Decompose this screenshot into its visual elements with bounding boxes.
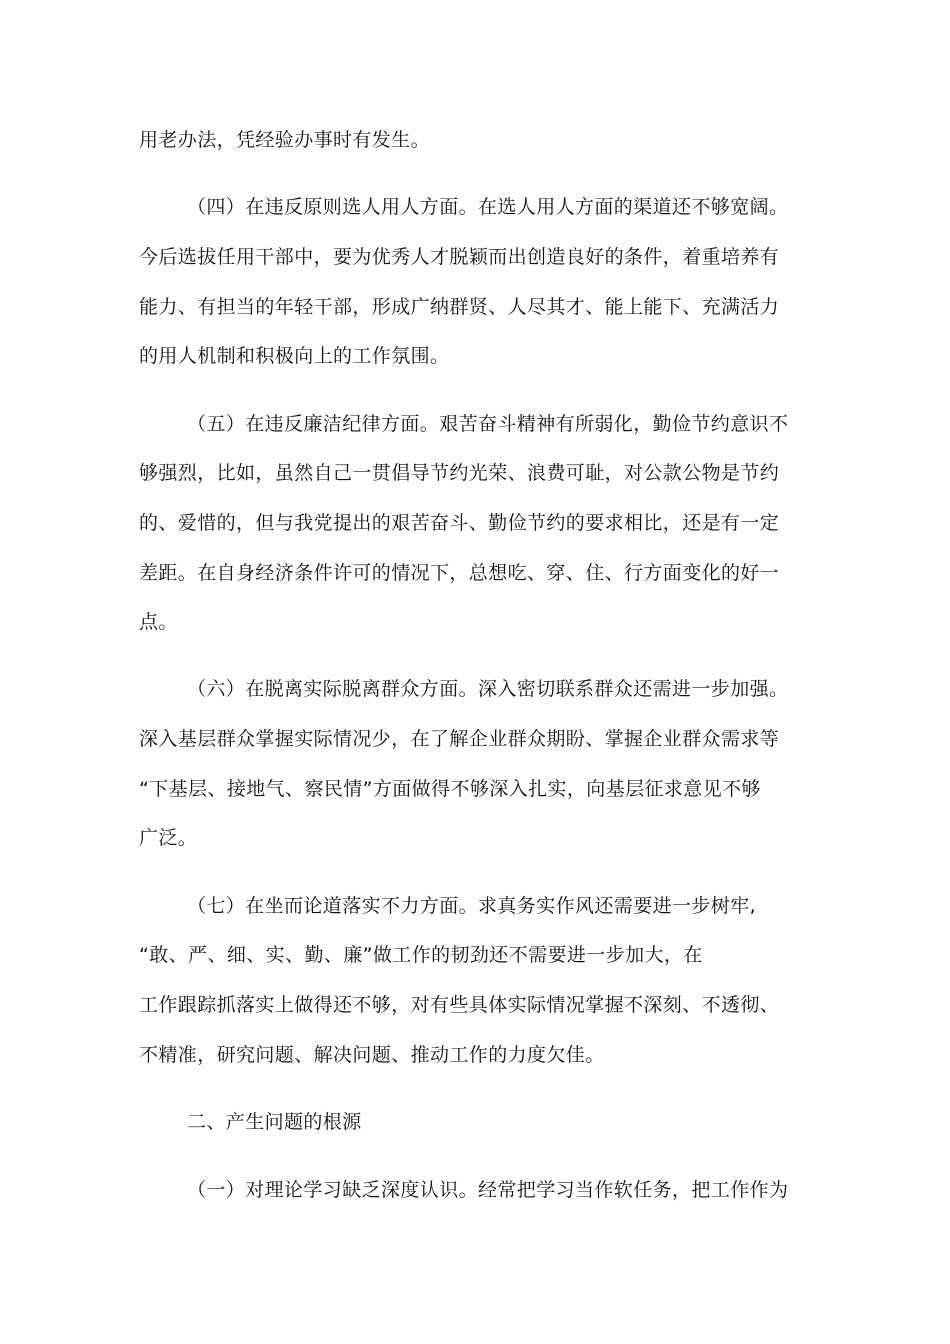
- paragraph-line: 不精准，研究问题、解决问题、推动工作的力度欠佳。: [139, 1044, 605, 1066]
- paragraph-line: “敢、严、细、实、勤、廉”做工作的韧劲还不需要进一步加大，在: [139, 944, 703, 966]
- section-6-first-line: （六）在脱离实际脱离群众方面。深入密切联系群众还需进一步加强。: [187, 678, 789, 700]
- paragraph-line: 深入基层群众掌握实际情况少，在了解企业群众期盼、掌握企业群众需求等: [139, 728, 780, 750]
- paragraph-line: 点。: [139, 611, 178, 633]
- paragraph-line: 今后选拔任用干部中，要为优秀人才脱颖而出创造良好的条件，着重培养有: [139, 246, 780, 268]
- section-4-first-line: （四）在违反原则选人用人方面。在选人用人方面的渠道还不够宽阔。: [187, 196, 789, 218]
- section-5-first-line: （五）在违反廉洁纪律方面。艰苦奋斗精神有所弱化，勤俭节约意识不: [187, 413, 789, 435]
- paragraph-line: 差距。在自身经济条件许可的情况下，总想吃、穿、住、行方面变化的好一: [139, 562, 780, 584]
- paragraph-line: 能力、有担当的年轻干部，形成广纳群贤、人尽其才、能上能下、充满活力: [139, 296, 780, 318]
- paragraph-line: “下基层、接地气、察民情”方面做得不够深入扎实，向基层征求意见不够: [139, 778, 761, 800]
- subsection-1-first-line: （一）对理论学习缺乏深度认识。经常把学习当作软任务，把工作作为: [187, 1179, 789, 1201]
- paragraph-line: 广泛。: [139, 827, 198, 849]
- section-7-first-line: （七）在坐而论道落实不力方面。求真务实作风还需要进一步树牢,: [187, 895, 757, 917]
- section-heading: 二、产生问题的根源: [187, 1111, 362, 1133]
- paragraph-line: 工作跟踪抓落实上做得还不够，对有些具体实际情况掌握不深刻、不透彻、: [139, 994, 780, 1016]
- paragraph-line: 的用人机制和积极向上的工作氛围。: [139, 345, 450, 367]
- paragraph-line: 的、爱惜的，但与我党提出的艰苦奋斗、勤俭节约的要求相比，还是有一定: [139, 512, 780, 534]
- paragraph-line: 够强烈，比如，虽然自己一贯倡导节约光荣、浪费可耻，对公款公物是节约: [139, 462, 780, 484]
- paragraph-line: 用老办法，凭经验办事时有发生。: [139, 129, 431, 151]
